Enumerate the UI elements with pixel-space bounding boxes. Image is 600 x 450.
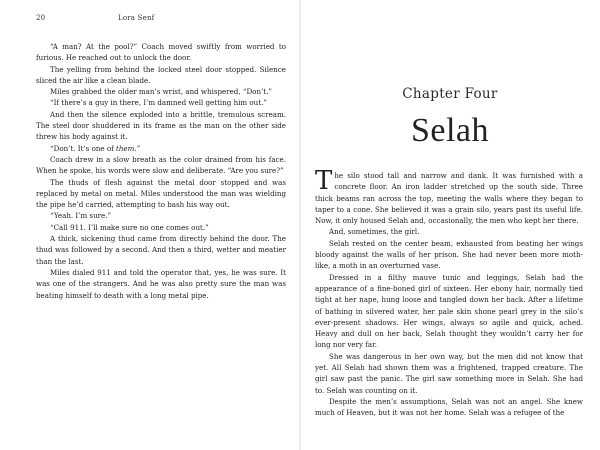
running-head-author: Lora Senf (118, 14, 155, 22)
opening-paragraph (315, 166, 583, 226)
chapter-title: Selah (410, 112, 490, 149)
paragraph (36, 143, 286, 154)
drop-cap: T (315, 166, 333, 196)
paragraph-text: “Don’t. It’s one of (50, 143, 117, 153)
paragraph: Miles dialed 911 and told the operator that, yes, he was sure. It was one of the strangers. And he was also pretty sure the man was beating himself to death with a long metal pipe. (36, 267, 286, 300)
paragraph: And then the silence exploded into a brittle, tremulous scream. The steel door shuddered in its frame as the man on the other side threw his body against it. (36, 109, 286, 142)
right-page (300, 0, 600, 450)
paragraph: “A man? At the pool?” Coach moved swiftly from worried to furious. He reached out to unlock the door. (36, 42, 286, 63)
paragraph: Dressed in a filthy mauve tunic and leggings, Selah had the appearance of a fine-boned girl of sixteen. Her ebony hair, normally tied tight at her nape, hung loose and tangled down her back. After a lifetime of bathing in silvered water, her pale skin shone pearl grey in the silo’s ever-present shadows. Her wings, always so agile and quick, ached. Heavy and dull on her back, Selah thought they wouldn’t carry her for long nor very far. (315, 272, 583, 350)
paragraph-text: .” (134, 143, 141, 153)
paragraph: The thuds of flesh against the metal door stopped and was replaced by metal on metal. Miles understood the man was wielding the pipe he’d carried, attempting to bash his way out. (36, 177, 286, 210)
paragraph: She was dangerous in her own way, but the men did not know that yet. All Selah had shown them was a frightened, trapped creature. The girl saw past the panic. The girl saw something more in Selah. She had to. Selah was counting on it. (315, 351, 583, 395)
left-body-text (36, 41, 286, 301)
paragraph: Selah rested on the center beam, exhausted from beating her wings bloody against the walls of her prison. She had never been more moth-like, a moth in an overturned vase. (315, 238, 583, 271)
emphasis-text: them (116, 143, 135, 153)
page-number: 20 (36, 14, 46, 22)
paragraph: “Yeah. I’m sure.” (50, 211, 112, 221)
paragraph: Coach drew in a slow breath as the color drained from his face. When he spoke, his words were slow and deliberate. “Are you sure?” (36, 154, 286, 176)
paragraph: “If there’s a guy in there, I’m damned well getting him out.” (50, 98, 267, 108)
paragraph: Despite the men’s assumptions, Selah was not an angel. She knew much of Heaven, but it was not her home. Selah was a refugee of the (315, 396, 583, 418)
paragraph: And, sometimes, the girl. (329, 227, 420, 237)
paragraph: “Call 911. I’ll make sure no one comes out.” (50, 222, 209, 232)
paragraph: The yelling from behind the locked steel door stopped. Silence sliced the air like a clean blade. (36, 64, 286, 85)
paragraph: A thick, sickening thud came from directly behind the door. The thud was followed by a second. And then a third, wetter and meatier than the last. (36, 234, 286, 266)
right-body-text (315, 166, 583, 419)
paragraph: Miles grabbed the older man’s wrist, and whispered, “Don’t.” (50, 87, 272, 97)
chapter-label: Chapter Four (402, 86, 498, 102)
opening-paragraph-text: he silo stood tall and narrow and dank. It was furnished with a concrete floor. An iron ladder stretched up the south side. Three thick beams ran across the top, meeting the walls where they began to taper to a cone. She believed it was a grain silo, years past its useful life. Now, it only housed Selah and, occasionally, the men who kept her there. (315, 171, 583, 226)
